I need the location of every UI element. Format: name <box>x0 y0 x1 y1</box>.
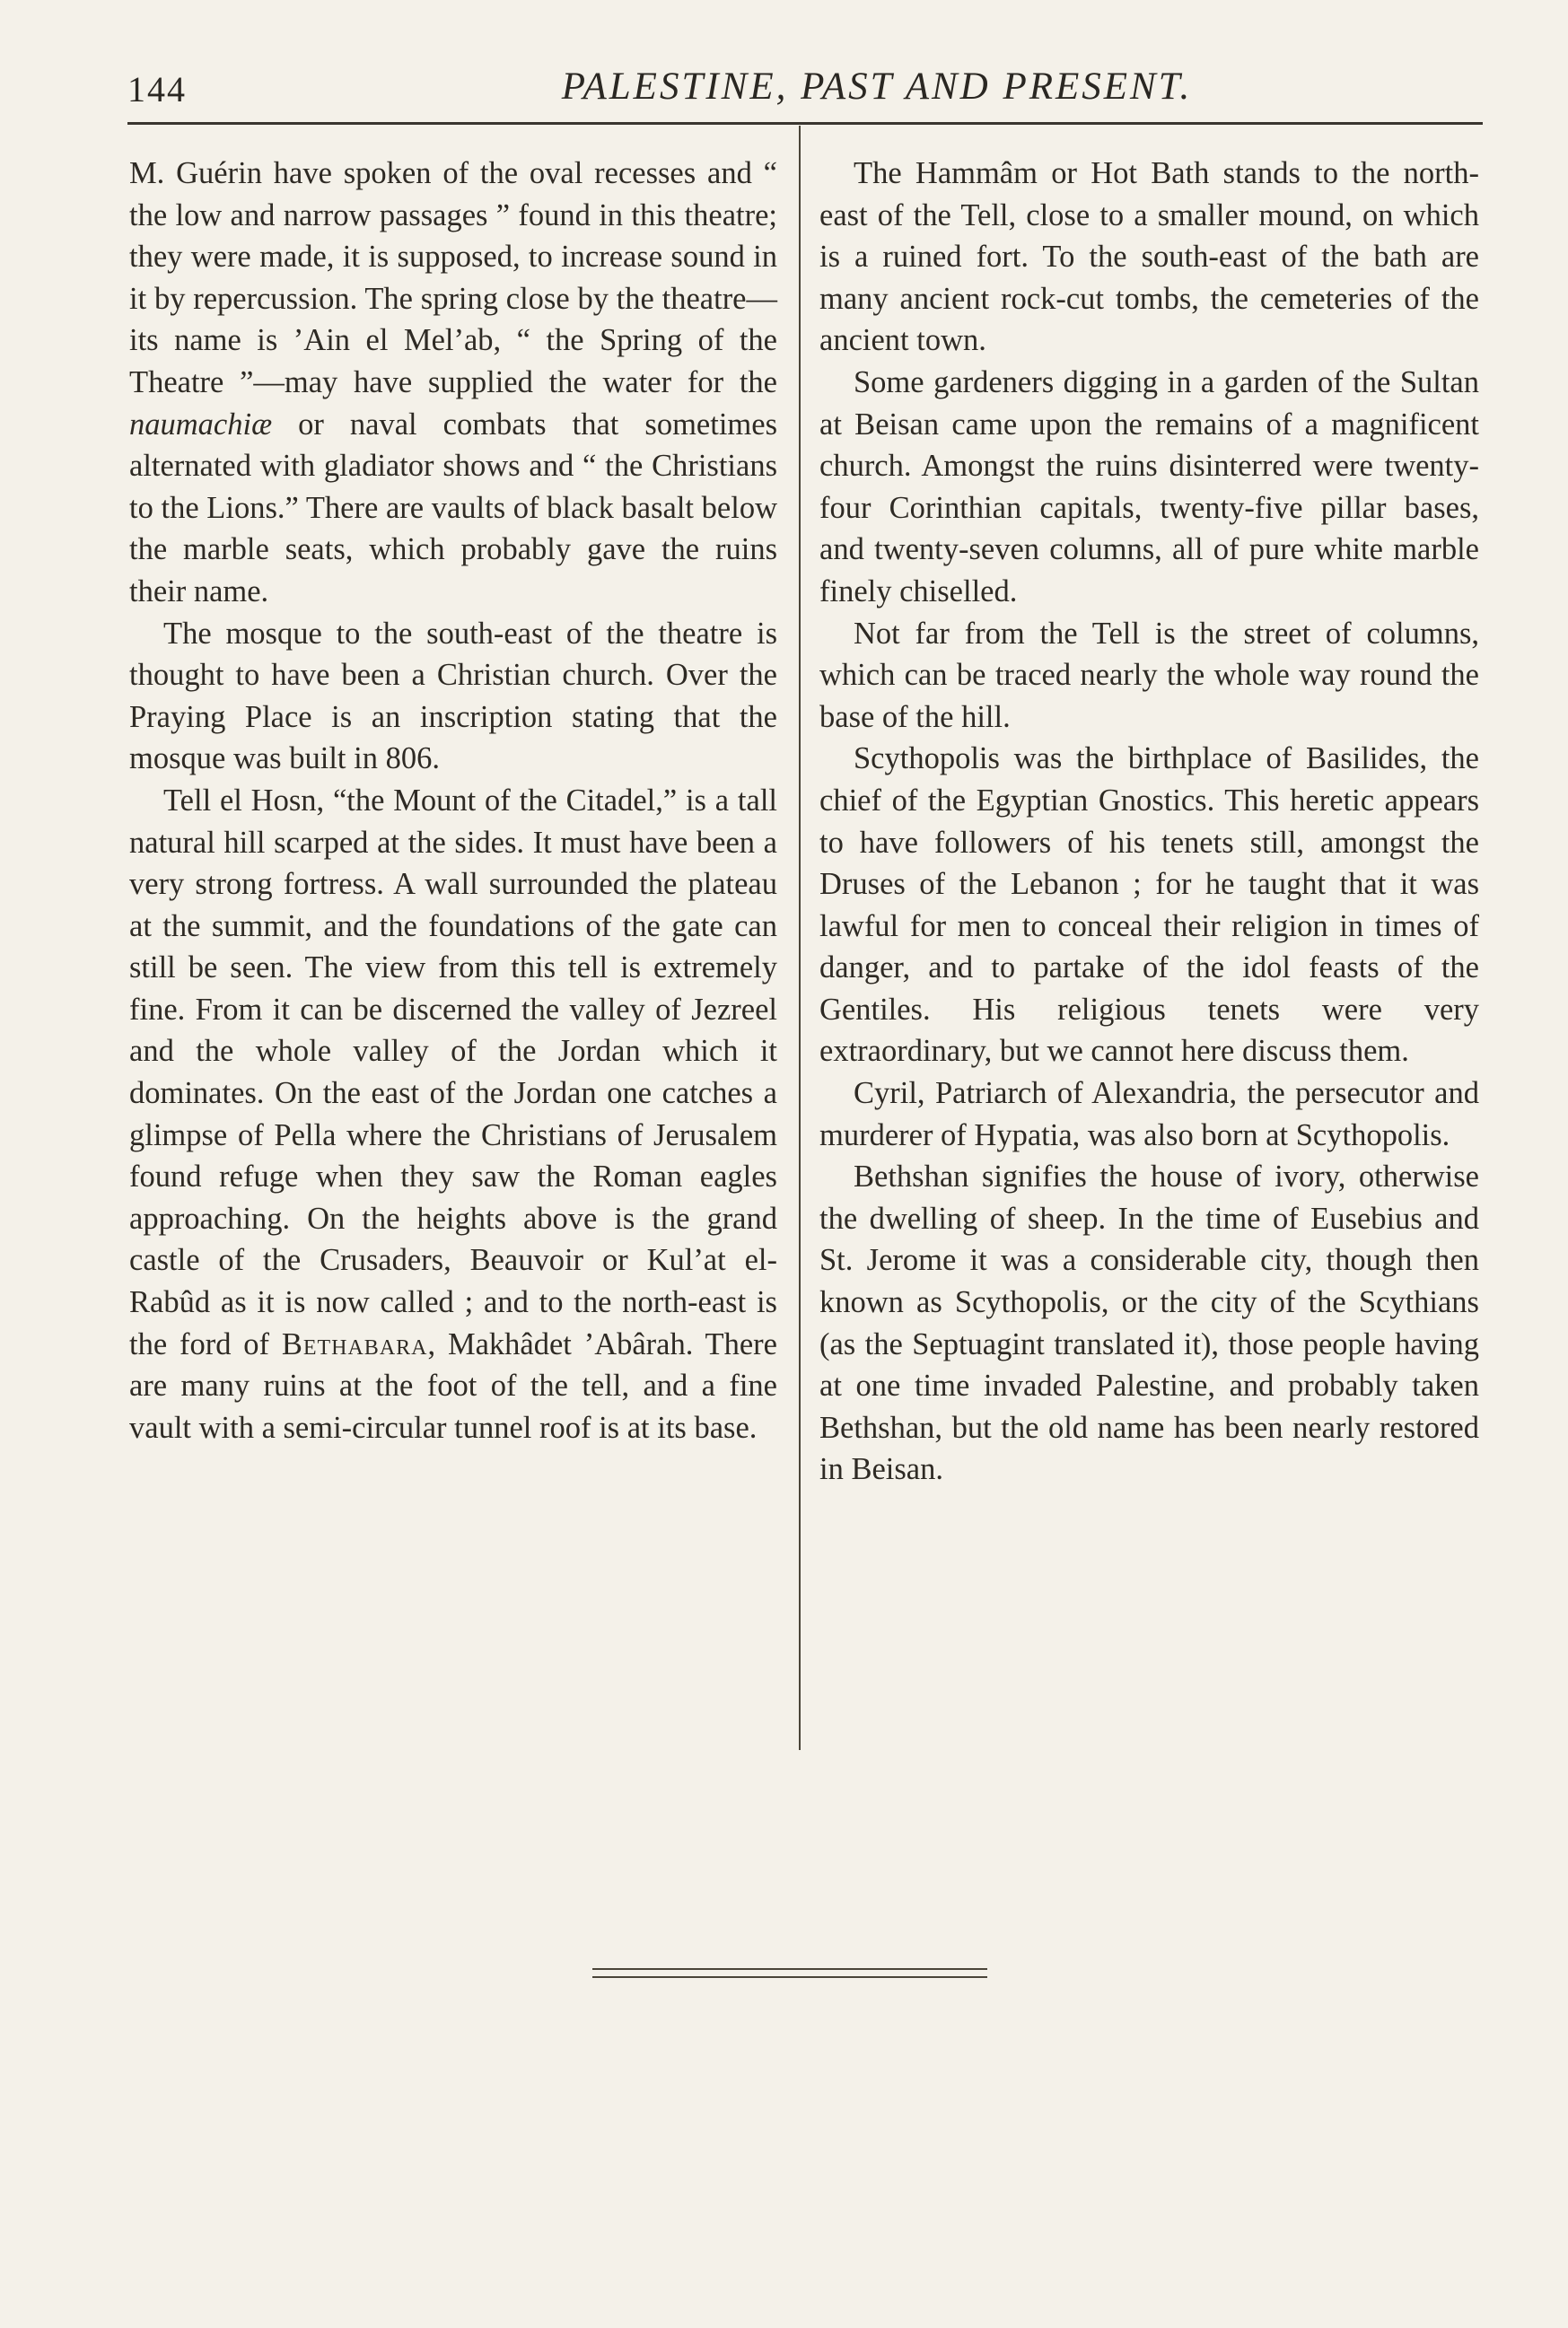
italic-term: naumachiæ <box>129 407 273 442</box>
running-title: PALESTINE, PAST AND PRESENT. <box>561 66 1193 108</box>
column-divider <box>799 126 801 1750</box>
text-run: or naval combats that sometimes alternated with gladiator shows and “ the Christians to the Lions.” There are vaults of black basalt below the marble seats, which probably gave the ruins their name. <box>129 407 777 608</box>
right-column <box>819 153 1479 1491</box>
running-head <box>127 56 1483 118</box>
paragraph <box>129 153 777 613</box>
page-number: 144 <box>127 69 187 109</box>
paragraph: Not far from the Tell is the street of columns, which can be traced nearly the whole way round the base of the hill. <box>819 616 1479 734</box>
section-end-rule <box>592 1968 987 1970</box>
text-run: Tell el Hosn, “the Mount of the Citadel,” is a tall natural hill scarped at the sides. It must have been a very strong fortress. A wall surrounded the plateau at the summit, and the foundations of the gate can still be seen. The view from this tell is extremely fine. From it can be discerned the valley of Jezreel and the whole valley of the Jordan which it dominates. On the east of the Jordan one catches a glimpse of Pella where the Christians of Jerusalem found refuge when they saw the Roman eagles approaching. On the heights above is the grand castle of the Crusaders, Beauvoir or Kul’at el-Rabûd as it is now called ; and to the north-east is the ford of <box>129 783 777 1361</box>
text-run: , Makhâdet ’Abârah. There are many ruins at the foot of the tell, and a fine vault with a semi-circular tunnel roof is at its base. <box>129 1326 777 1445</box>
paragraph: Some gardeners digging in a garden of the Sultan at Beisan came upon the remains of a magnificent church. Amongst the ruins disinterred were twenty-four Corinthian capitals, twenty-five pillar bases, and twenty-seven columns, all of pure white marble finely chiselled. <box>819 364 1479 608</box>
left-column <box>129 153 777 1448</box>
smallcaps-place-name: Bethabara <box>281 1326 428 1361</box>
paragraph: The mosque to the south-east of the theatre is thought to have been a Christian church. Over the Praying Place is an inscription stating that the mosque was built in 806. <box>129 616 777 776</box>
paragraph: Scythopolis was the birthplace of Basilides, the chief of the Egyptian Gnostics. This heretic appears to have followers of his tenets still, amongst the Druses of the Lebanon ; for he taught that it was lawful for men to conceal their religion in times of danger, and to partake of the idol feasts of the Gentiles. His religious tenets were very extraordinary, but we cannot here discuss them. <box>819 741 1479 1069</box>
paragraph: The Hammâm or Hot Bath stands to the north-east of the Tell, close to a smaller mound, on which is a ruined fort. To the south-east of the bath are many ancient rock-cut tombs, the cemeteries of the ancient town. <box>819 156 1479 358</box>
section-end-rule <box>592 1976 987 1978</box>
paragraph: Bethshan signifies the house of ivory, otherwise the dwelling of sheep. In the time of Eusebius and St. Jerome it was a considerable city, though then known as Scythopolis, or the city of the Scythians (as the Septuagint translated it), those people having at one time invaded Palestine, and probably taken Bethshan, but the old name has been nearly restored in Beisan. <box>819 1160 1479 1487</box>
paragraph <box>129 780 777 1449</box>
paragraph: Cyril, Patriarch of Alexandria, the persecutor and murderer of Hypatia, was also born at Scythopolis. <box>819 1076 1479 1152</box>
header-rule <box>127 122 1483 125</box>
text-run: M. Guérin have spoken of the oval recesses and “ the low and narrow passages ” found in this theatre; they were made, it is supposed, to increase sound in it by repercussion. The spring close by the theatre—its name is ’Ain el Mel’ab, “ the Spring of the Theatre ”—may have supplied the water for the <box>129 156 777 399</box>
